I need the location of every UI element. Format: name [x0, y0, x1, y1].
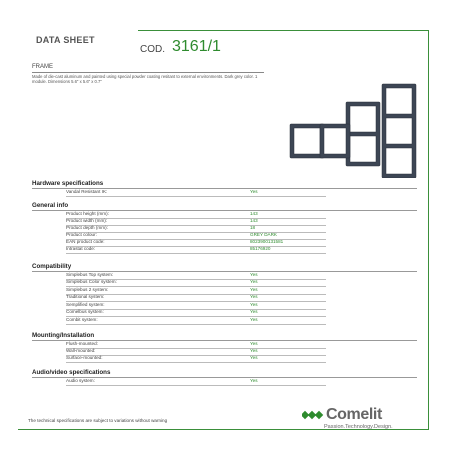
- product-divider: [32, 72, 264, 73]
- row-value: Yes: [250, 302, 258, 307]
- row-value: Yes: [250, 355, 258, 360]
- section-title-hardware: Hardware specifications: [32, 180, 104, 187]
- section-title-compatibility: Compatibility: [32, 263, 72, 270]
- product-name: FRAME: [32, 64, 53, 70]
- row-value: 8023900131581: [250, 239, 284, 244]
- table-row: [66, 317, 326, 325]
- row-label: Wall-mounted:: [66, 348, 96, 353]
- row-value: Yes: [250, 309, 258, 314]
- product-description: Made of die-cast aluminum and painted using special powder coating resitant to external environments. Dark grey color. 1 module. Dimensions 5.6" x 5.6" x 0.7": [32, 74, 258, 85]
- product-code: 3161/1: [172, 38, 221, 55]
- row-label: Simplebus Top system:: [66, 272, 114, 277]
- row-label: Semplified system:: [66, 302, 105, 307]
- row-value: Yes: [250, 189, 258, 194]
- brand-tagline: Passion.Technology.Design.: [324, 424, 393, 430]
- table-row: [66, 378, 326, 386]
- row-value: Yes: [250, 378, 258, 383]
- brand-logo: [300, 406, 430, 432]
- row-value: Yes: [250, 287, 258, 292]
- row-value: Yes: [250, 341, 258, 346]
- doc-title: DATA SHEET: [36, 35, 95, 45]
- row-label: EAN product code:: [66, 239, 105, 244]
- row-value: GREY DARK: [250, 232, 277, 237]
- table-row: [66, 294, 326, 302]
- section-title-general: General info: [32, 202, 69, 209]
- row-value: 143: [250, 211, 258, 216]
- table-row: [66, 246, 326, 254]
- section-title-audio: Audio/video specifications: [32, 369, 111, 376]
- table-row: [66, 309, 326, 317]
- row-value: Yes: [250, 272, 258, 277]
- brand-name: Comelit: [326, 406, 382, 423]
- row-label: Audio system:: [66, 378, 95, 383]
- row-value: Yes: [250, 348, 258, 353]
- row-label: Intrastat code:: [66, 246, 96, 251]
- row-label: Flush-mounted:: [66, 341, 98, 346]
- row-label: Product colour:: [66, 232, 97, 237]
- row-value: 85176920: [250, 246, 271, 251]
- table-row: [66, 279, 326, 287]
- row-label: Traditional system:: [66, 294, 105, 299]
- row-label: Simplebus Color system:: [66, 279, 117, 284]
- table-row: [66, 189, 326, 197]
- row-label: Surface-mounted:: [66, 355, 103, 360]
- row-value: Yes: [250, 279, 258, 284]
- row-value: Yes: [250, 294, 258, 299]
- row-value: Yes: [250, 317, 258, 322]
- product-image: [286, 80, 418, 178]
- row-label: Product depth (mm):: [66, 225, 108, 230]
- row-label: Simplebus 2 system:: [66, 287, 109, 292]
- comelit-logo-icon: [302, 408, 324, 422]
- row-label: Comelbus system:: [66, 309, 104, 314]
- row-value: 143: [250, 218, 258, 223]
- row-label: Product width (mm):: [66, 218, 108, 223]
- footer-note: The technical specifications are subject to variations without warning: [28, 418, 168, 423]
- code-prefix: COD.: [140, 44, 165, 55]
- section-title-mounting: Mounting/Installation: [32, 332, 95, 339]
- row-label: Vandal Resistant IK:: [66, 189, 108, 194]
- row-value: 18: [250, 225, 256, 230]
- row-label: Combit system:: [66, 317, 98, 322]
- row-label: Product height (mm):: [66, 211, 109, 216]
- table-row: [66, 355, 326, 363]
